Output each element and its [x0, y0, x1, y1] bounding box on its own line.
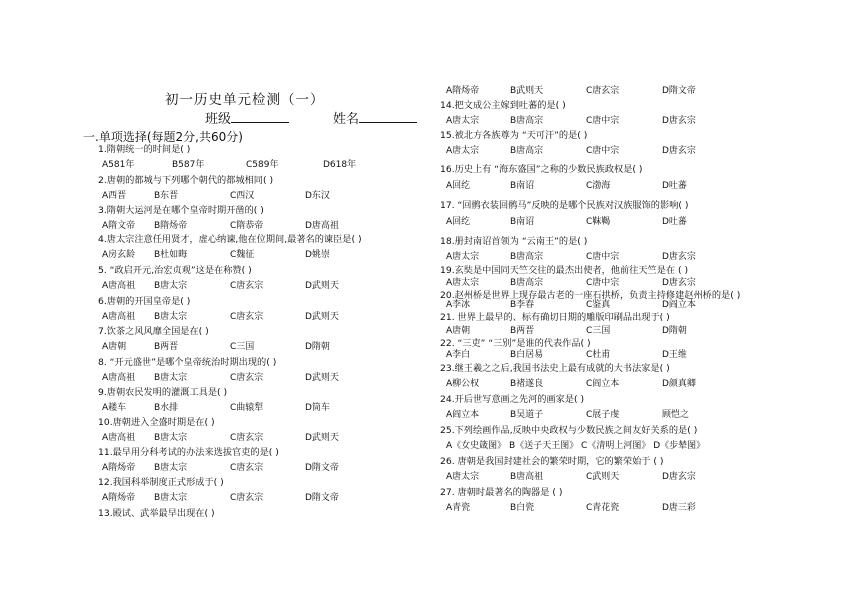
- answer-option[interactable]: B唐太宗: [154, 463, 188, 473]
- answer-option[interactable]: B南诏: [510, 217, 535, 227]
- question-text: 4.唐太宗注意任用贤才，虚心纳谏,他在位期间,最著名的谏臣是( ): [98, 234, 362, 245]
- answer-option[interactable]: A唐太宗: [446, 472, 480, 482]
- question-text: 7.饮茶之风风靡全国是在( ): [98, 326, 209, 337]
- question-text: 11.最早用分科考试的办法来选拔官吏的是( ): [98, 447, 279, 458]
- question-text: 3.隋朝大运河是在哪个皇帝时期开凿的( ): [98, 205, 264, 216]
- answer-option[interactable]: A唐朝: [446, 326, 471, 336]
- answer-option[interactable]: A581年: [102, 160, 135, 170]
- answer-option[interactable]: D唐玄宗: [662, 146, 696, 156]
- answer-option[interactable]: C唐玄宗: [230, 312, 264, 322]
- answer-option[interactable]: D唐玄宗: [662, 252, 696, 262]
- answer-option[interactable]: C589年: [246, 160, 279, 170]
- question-text: 21. 世界上最早的、标有确切日期的雕版印刷品出现于( ): [440, 312, 670, 323]
- answer-option[interactable]: C三国: [230, 342, 255, 352]
- question-text: 14.把文成公主嫁到吐蕃的是( ): [440, 100, 566, 111]
- answer-option[interactable]: C三国: [586, 326, 611, 336]
- answer-option[interactable]: B唐太宗: [154, 373, 188, 383]
- question-text: 22. “三吏” “三别”是谁的代表作品( ): [440, 338, 591, 349]
- answer-option[interactable]: D隋文帝: [305, 463, 339, 473]
- question-text: 6.唐朝的开国皇帝是( ): [98, 296, 191, 307]
- answer-option[interactable]: B东晋: [154, 191, 179, 201]
- answer-option[interactable]: C唐玄宗: [586, 86, 620, 96]
- answer-option[interactable]: A青瓷: [446, 503, 471, 513]
- answer-option[interactable]: C唐玄宗: [230, 373, 264, 383]
- answer-option[interactable]: C杜甫: [586, 350, 611, 360]
- question-text: 12.我国科举制度正式形成于( ): [98, 477, 224, 488]
- question-text: 16.历史上有 “海东盛国”之称的少数民族政权是( ): [440, 164, 643, 175]
- answer-option[interactable]: B南诏: [510, 181, 535, 191]
- answer-option[interactable]: B白瓷: [510, 503, 535, 513]
- answer-option[interactable]: B唐高宗: [510, 252, 544, 262]
- question-text: 8. “开元盛世”是哪个皇帝统治时期出现的( ): [98, 357, 277, 368]
- answer-option[interactable]: C青花瓷: [586, 503, 620, 513]
- answer-option[interactable]: D东汉: [305, 191, 330, 201]
- answer-option[interactable]: A唐太宗: [446, 146, 480, 156]
- answer-option[interactable]: A唐太宗: [446, 252, 480, 262]
- answer-option[interactable]: D武则天: [305, 281, 339, 291]
- answer-option[interactable]: D唐玄宗: [662, 116, 696, 126]
- answer-option[interactable]: C唐玄宗: [230, 281, 264, 291]
- class-name-row: [205, 108, 417, 127]
- answer-option[interactable]: D武则天: [305, 433, 339, 443]
- answer-option[interactable]: B白居易: [510, 350, 544, 360]
- answer-option[interactable]: C魏征: [230, 250, 255, 260]
- answer-option[interactable]: C阎立本: [586, 379, 620, 389]
- answer-option[interactable]: A房玄龄: [102, 250, 136, 260]
- answer-option[interactable]: A唐朝: [102, 342, 127, 352]
- answer-option[interactable]: A柳公权: [446, 379, 480, 389]
- answer-option[interactable]: B杜如晦: [154, 250, 188, 260]
- answer-option[interactable]: A耧车: [102, 403, 127, 413]
- question-text: 24.开后世写意画之先河的画家是( ): [440, 394, 585, 405]
- question-text: 17. “回鹘衣装回鹘马”反映的是哪个民族对汉族服饰的影响( ): [440, 200, 689, 211]
- answer-option[interactable]: D王维: [662, 350, 687, 360]
- question-text: 10.唐朝进入全盛时期是在( ): [98, 417, 215, 428]
- question-text: 27. 唐朝时最著名的陶器是 ( ): [440, 487, 563, 498]
- exam-title: 初一历史单元检测（一）: [165, 92, 325, 108]
- answer-option[interactable]: A唐高祖: [102, 312, 136, 322]
- answer-option[interactable]: B吴道子: [510, 410, 544, 420]
- name-blank[interactable]: [359, 110, 417, 123]
- answer-option[interactable]: A《女史箴图》 B《送子天王图》 C《清明上河图》 D《步辇图》: [446, 441, 706, 451]
- answer-option[interactable]: A隋炀帝: [102, 493, 136, 503]
- answer-option[interactable]: A回纥: [446, 217, 471, 227]
- answer-option[interactable]: B唐太宗: [154, 312, 188, 322]
- answer-option[interactable]: A西晋: [102, 191, 127, 201]
- answer-option[interactable]: B唐高宗: [510, 278, 544, 288]
- answer-option[interactable]: 顾恺之: [662, 410, 690, 420]
- answer-option[interactable]: D唐三彩: [662, 503, 696, 513]
- question-text: 26. 唐朝是我国封建社会的繁荣时期，它的繁荣始于 ( ): [440, 456, 664, 467]
- answer-option[interactable]: D吐蕃: [662, 181, 687, 191]
- answer-option[interactable]: A唐高祖: [102, 373, 136, 383]
- answer-option[interactable]: B唐太宗: [154, 281, 188, 291]
- answer-option[interactable]: D筒车: [305, 403, 330, 413]
- answer-option[interactable]: B两晋: [510, 326, 535, 336]
- question-text: 19.玄奘是中国同天竺交往的最杰出使者，他前往天竺是在 ( ): [440, 265, 689, 276]
- answer-option[interactable]: B唐高祖: [510, 472, 544, 482]
- answer-option[interactable]: D隋文帝: [305, 493, 339, 503]
- question-text: 18.册封南诏首领为 “云南王”的是( ): [440, 236, 588, 247]
- answer-option[interactable]: C武则天: [586, 472, 620, 482]
- answer-option[interactable]: A隋炀帝: [446, 86, 480, 96]
- answer-option[interactable]: A唐高祖: [102, 433, 136, 443]
- answer-option[interactable]: C唐玄宗: [230, 463, 264, 473]
- question-text: 5. “政启开元,治宏贞观”这是在称赞( ): [98, 265, 252, 276]
- answer-option[interactable]: D隋朝: [662, 326, 687, 336]
- answer-option[interactable]: C唐玄宗: [230, 433, 264, 443]
- answer-option[interactable]: C鉴真: [586, 300, 611, 310]
- answer-option[interactable]: B唐太宗: [154, 433, 188, 443]
- answer-option[interactable]: D唐玄宗: [662, 472, 696, 482]
- answer-option[interactable]: A唐高祖: [102, 281, 136, 291]
- answer-option[interactable]: D阎立本: [662, 300, 696, 310]
- answer-option[interactable]: B两晋: [154, 342, 179, 352]
- answer-option[interactable]: B唐高宗: [510, 116, 544, 126]
- answer-option[interactable]: D隋朝: [305, 342, 330, 352]
- answer-option[interactable]: D唐高祖: [305, 221, 339, 231]
- question-text: 1.隋朝统一的时间是( ): [98, 144, 191, 155]
- answer-option[interactable]: A阎立本: [446, 410, 480, 420]
- answer-option[interactable]: D姚崇: [305, 250, 330, 260]
- question-text: 25.下列绘画作品,反映中央政权与少数民族之间友好关系的是( ): [440, 425, 698, 436]
- class-blank[interactable]: [231, 110, 289, 123]
- question-text: 15.被北方各族尊为 “天可汗”的是( ): [440, 130, 588, 141]
- question-text: 13.殿试、武举最早出现在( ): [98, 508, 215, 519]
- answer-option[interactable]: D武则天: [305, 373, 339, 383]
- answer-option[interactable]: C唐中宗: [586, 278, 620, 288]
- answer-option[interactable]: B587年: [172, 160, 205, 170]
- question-text: 23.继王羲之之后,我国书法史上最有成就的大书法家是( ): [440, 363, 670, 374]
- answer-option[interactable]: D吐蕃: [662, 217, 687, 227]
- answer-option[interactable]: B武则天: [510, 86, 544, 96]
- answer-option[interactable]: C隋恭帝: [230, 221, 264, 231]
- answer-option[interactable]: D唐玄宗: [662, 278, 696, 288]
- answer-option[interactable]: B李春: [510, 300, 535, 310]
- section-heading: 一.单项选择(每题2分,共60分): [83, 130, 243, 144]
- answer-option[interactable]: A回纥: [446, 181, 471, 191]
- answer-option[interactable]: C唐中宗: [586, 146, 620, 156]
- answer-option[interactable]: C唐玄宗: [230, 493, 264, 503]
- answer-option[interactable]: D颜真卿: [662, 379, 696, 389]
- answer-option[interactable]: D618年: [323, 160, 357, 170]
- answer-option[interactable]: B唐高宗: [510, 146, 544, 156]
- answer-option[interactable]: C唐中宗: [586, 116, 620, 126]
- answer-option[interactable]: C西汉: [230, 191, 255, 201]
- answer-option[interactable]: B褚遂良: [510, 379, 544, 389]
- answer-option[interactable]: A李白: [446, 350, 471, 360]
- class-label: 班级: [205, 112, 232, 127]
- answer-option[interactable]: C曲辕犁: [230, 403, 264, 413]
- answer-option[interactable]: D隋文帝: [662, 86, 696, 96]
- answer-option[interactable]: A唐太宗: [446, 116, 480, 126]
- answer-option[interactable]: A隋炀帝: [102, 463, 136, 473]
- answer-option[interactable]: A唐太宗: [446, 278, 480, 288]
- answer-option[interactable]: D武则天: [305, 312, 339, 322]
- answer-option[interactable]: C展子虔: [586, 410, 620, 420]
- answer-option[interactable]: B水排: [154, 403, 179, 413]
- answer-option[interactable]: A李冰: [446, 300, 471, 310]
- question-text: 20.赵州桥是世界上现存最古老的一座石拱桥，负责主持修建赵州桥的是( ): [440, 290, 741, 301]
- answer-option[interactable]: C唐中宗: [586, 252, 620, 262]
- question-text: 2.唐朝的都城与下列哪个朝代的都城相同( ): [98, 175, 274, 186]
- question-text: 9.唐朝农民发明的灌溉工具是( ): [98, 387, 228, 398]
- name-label: 姓名: [333, 112, 360, 127]
- answer-option[interactable]: B隋炀帝: [154, 221, 188, 231]
- answer-option[interactable]: B唐太宗: [154, 493, 188, 503]
- answer-option[interactable]: C渤海: [586, 181, 611, 191]
- answer-option[interactable]: C靺鞨: [586, 217, 611, 227]
- answer-option[interactable]: A隋文帝: [102, 221, 136, 231]
